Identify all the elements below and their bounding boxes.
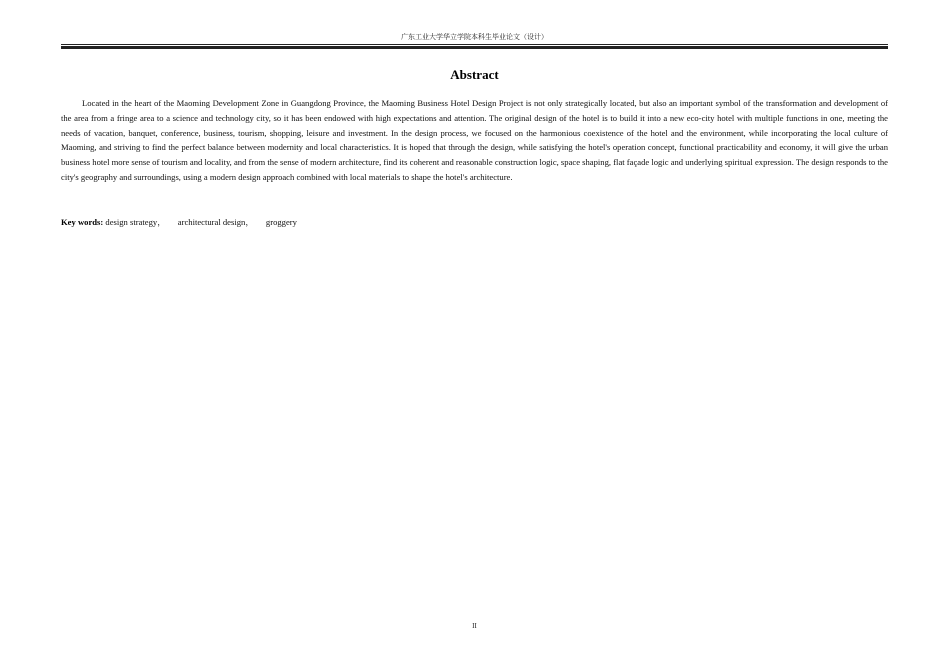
keywords-label: Key words: (61, 217, 104, 227)
running-header: 广东工业大学华立学院本科生毕业论文（设计） (401, 33, 548, 41)
keyword-item: architectural design， (177, 217, 254, 227)
page-number: II (472, 622, 477, 630)
abstract-title: Abstract (450, 67, 499, 82)
header-rule-thick (61, 46, 888, 49)
keyword-item: design strategy， (105, 217, 166, 227)
header-rule-thin (61, 44, 888, 45)
abstract-body: Located in the heart of the Maoming Development Zone in Guangdong Province, the Maoming Business Hotel Design Project is not only strategically located, but also an important symbol of the transformation and development of the area from a fringe area to a science and technology city, so it has been endowed with high expectations and attention. The original design of the hotel is to build it into a new eco-city hotel with multiple functions in one, meeting the needs of vacation, banquet, conference, business, tourism, shopping, leisure and investment. In the design process, we focused on the harmonious coexistence of the hotel and the environment, while incorporating the local culture of Maoming, and striving to find the perfect balance between modernity and local characteristics. It is hoped that through the design, while satisfying the hotel's operation concept, functional practicability and economy, it will give the urban business hotel more sense of tourism and locality, and from the sense of modern architecture, find its coherent and reasonable construction logic, space shaping, flat façade logic and underlying spiritual expression. The design responds to the city's geography and surroundings, using a modern design approach combined with local materials to shape the hotel's architecture. (61, 98, 888, 182)
keywords-line (61, 216, 888, 228)
keyword-item: groggery (265, 217, 297, 227)
